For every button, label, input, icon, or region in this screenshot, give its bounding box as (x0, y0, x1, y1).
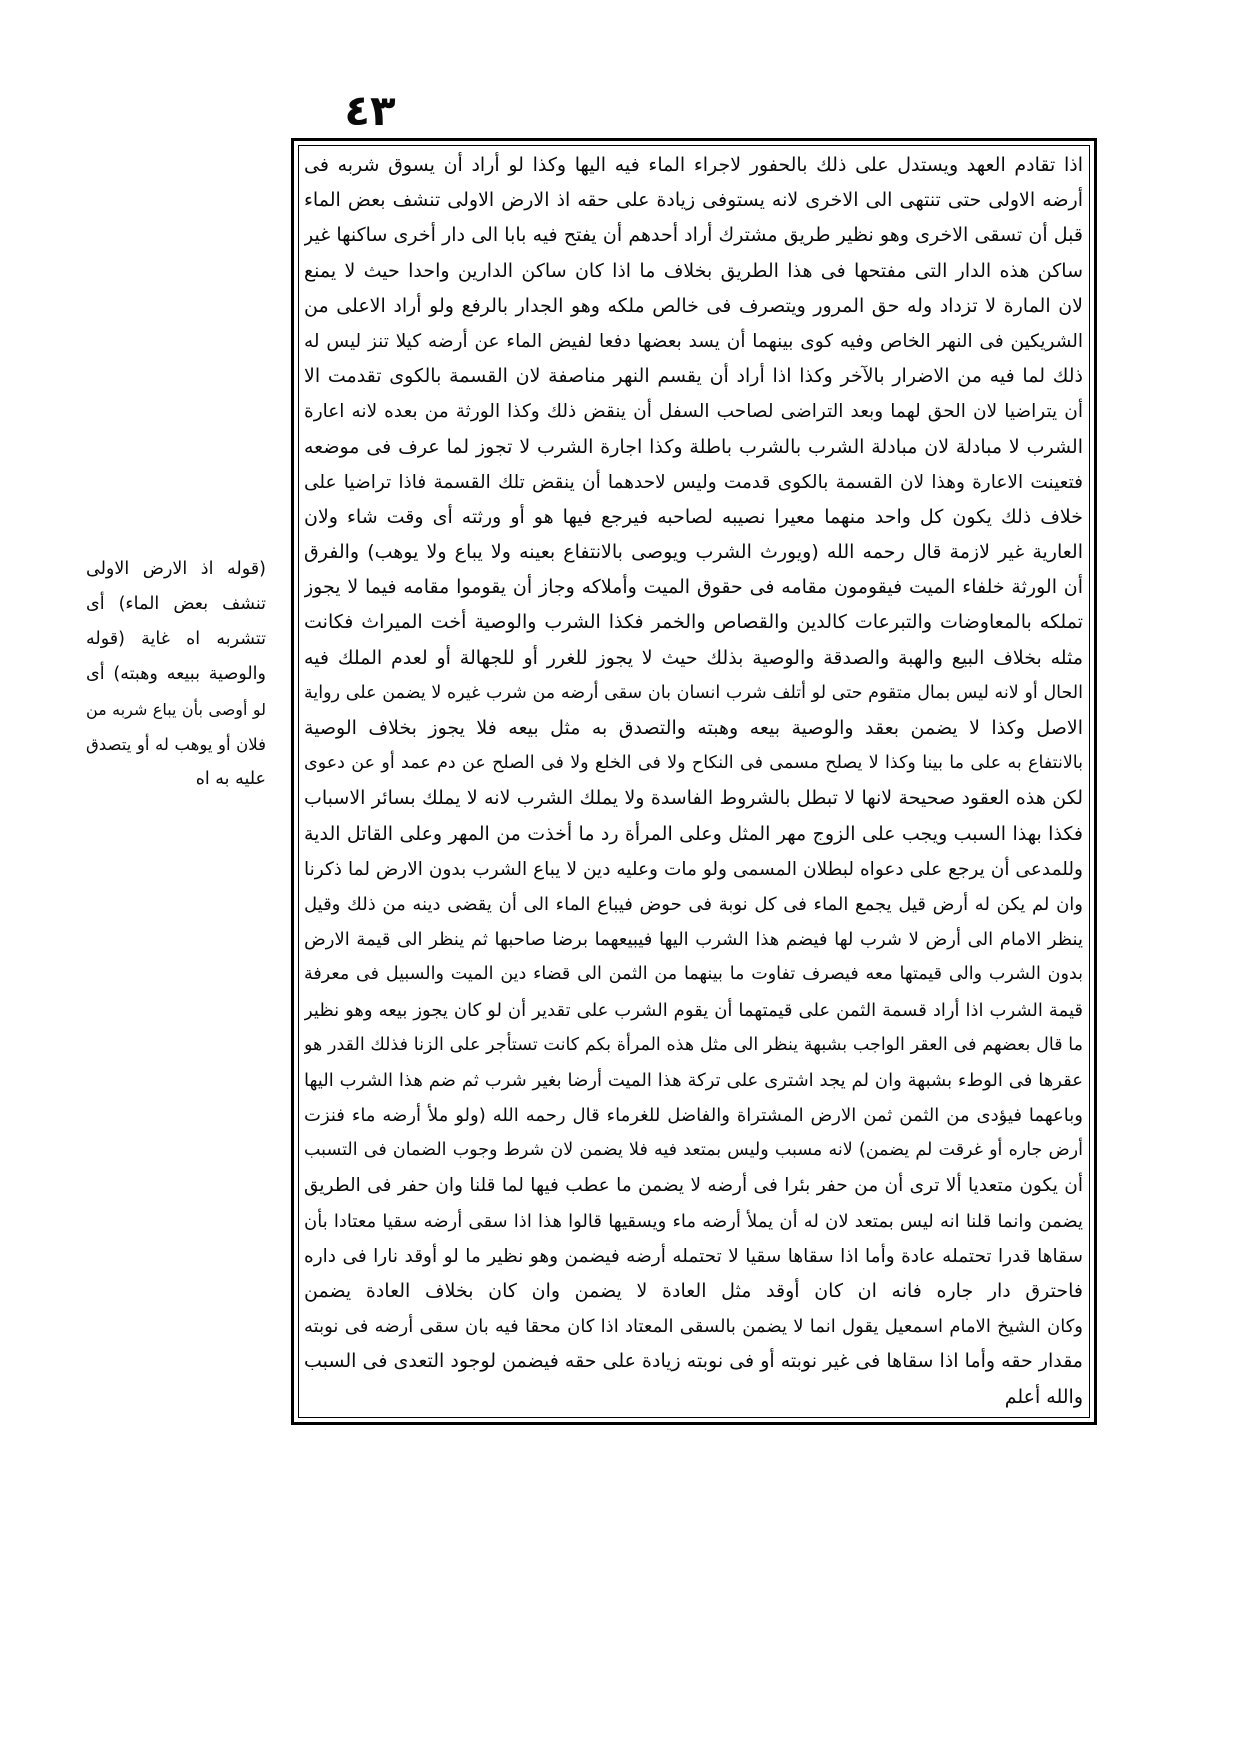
closing-line: والله أعلم (1004, 1385, 1083, 1408)
main-text-line: أن الورثة خلفاء الميت فيقومون مقامه فى حقوق الميت وأملاكه وجاز أن يقوموا مقامه فيما لا يجوز (304, 576, 1083, 599)
margin-note-line: (قوله اذ الارض الاولى (86, 559, 266, 579)
margin-note-line: لو أوصى بأن يباع شربه من (86, 700, 266, 719)
main-text-line: أن يكون متعديا ألا ترى أن من حفر بئرا فى أرضه لا يضمن ما عطب فيها لما قلنا وان حفر فى الطريق (304, 1175, 1083, 1197)
main-text-line: ذلك لما فيه من الاضرار بالآخر وكذا اذا أراد أن يقسم النهر مناصفة لان القسمة بالكوى تقدمت الا (304, 365, 1083, 388)
main-text-line: عقرها فى الوطء بشبهة وان لم يجد اشترى على تركة هذا الميت أرضا بغير شرب ثم ضم هذا الشرب اليها (304, 1069, 1083, 1091)
main-text-line: اذا تقادم العهد ويستدل على ذلك بالحفور لاجراء الماء فيه اليها وكذا لو أراد أن يسوق شربه فى (304, 154, 1083, 176)
main-text-line: الحال أو لانه ليس بمال متقوم حتى لو أتلف شرب انسان بان سقى أرضه من شرب غيره لا يضمن على رواية (304, 682, 1083, 703)
main-text-line: ما قال بعضهم فى العقر الواجب بشبهة ينظر الى مثل هذه المرأة بكم كانت تستأجر على الزنا فذلك القدر هو (304, 1034, 1083, 1055)
main-text-line: يضمن وانما قلنا انه ليس بمتعد لان له أن يملأ أرضه ماء ويسقيها قالوا هذا اذا سقى أرضه سقيا معتادا بأن (304, 1210, 1083, 1232)
main-text-line: أرض جاره أو غرقت لم يضمن) لانه مسبب وليس بمتعد فيه فلا يضمن لان شرط وجوب الضمان فى التسبب (304, 1140, 1083, 1161)
main-text-line: ساكن هذه الدار التى مفتحها فى هذا الطريق بخلاف ما اذا كان ساكن الدارين واحدا حيث لا يمنع (304, 259, 1083, 282)
main-text-line: فاحترق دار جاره فانه ان كان أوقد مثل العادة لا يضمن وان كان بخلاف العادة يضمن (304, 1280, 1083, 1302)
main-text-line: أرضه الاولى حتى تنتهى الى الاخرى لانه يستوفى زيادة على حقه اذ الارض الاولى تنشف بعض الماء (304, 189, 1083, 212)
main-text-line: الاصل وكذا لا يضمن بعقد والوصية بيعه وهبته والتصدق به مثل بيعه فلا يجوز بخلاف الوصية (304, 717, 1083, 739)
main-text-line: الشريكين فى النهر الخاص وفيه كوى بينهما أن يسد بعضها دفعا لفيض الماء عن أرضه كيلا تنز ليس له (304, 330, 1083, 352)
main-text-line: مقدار حقه وأما اذا سقاها فى غير نوبته أو فى نوبته زيادة على حقه فيضمن لوجود التعدى فى السبب (304, 1350, 1083, 1373)
main-text-line: وكان الشيخ الامام اسمعيل يقول انما لا يضمن بالسقى المعتاد اذا كان محقا فيه بان سقى أرضه فى نوبته (304, 1316, 1083, 1338)
main-text-line: سقاها قدرا تحتمله عادة وأما اذا سقاها سقيا لا تحتمله أرضه فيضمن وهو نظير ما لو أوقد نارا فى داره (304, 1245, 1083, 1267)
main-text-line: وباعهما فيؤدى من الثمن ثمن الارض المشتراة والفاضل للغرماء قال رحمه الله (ولو ملأ أرضه ماء فنزت (304, 1105, 1083, 1127)
main-text-line: لان المارة لا تزداد وله حق المرور ويتصرف فى خالص ملكه وهو الجدار بالرفع ولو أراد الاعلى من (304, 294, 1083, 317)
margin-note-line: عليه به اه (195, 769, 266, 789)
main-text-line: لكن هذه العقود صحيحة لانها لا تبطل بالشروط الفاسدة ولا يملك الشرب لانه لا يملك بسائر الاسباب (304, 787, 1083, 810)
main-text-line: العارية غير لازمة قال رحمه الله (ويورث الشرب ويوصى بالانتفاع بعينه ولا يباع ولا يوهب) والفرق (304, 541, 1083, 564)
main-text-line: وان لم يكن له أرض قيل يجمع الماء فى كل نوبة فى حوض فيباع الماء الى أن يقضى دينه من ذلك وقيل (304, 893, 1083, 915)
margin-note-line: تنشف بعض الماء) أى (86, 594, 266, 614)
main-text-line: أن يتراضيا لان الحق لهما وبعد التراضى لصاحب السفل أن ينقض ذلك وكذا الورثة من بعده لانه اعارة (304, 401, 1083, 423)
page-number: ٤٣ (344, 86, 396, 135)
main-text-line: فتعينت الاعارة وهذا لان القسمة بالكوى قدمت وليس لاحدهما أن ينقض تلك القسمة فاذا تراضيا على (304, 471, 1083, 493)
margin-note-line: فلان أو يوهب له أو يتصدق (86, 735, 266, 754)
margin-note-line: والوصية ببيعه وهبته) أى (86, 664, 266, 684)
main-text-line: الشرب لا مبادلة لان مبادلة الشرب بالشرب باطلة وكذا اجارة الشرب لا تجوز لما عرف فى موضعه (304, 435, 1083, 458)
main-text-line: تملكه بالمعاوضات والتبرعات كالدين والقصاص والخمر فكذا الشرب والوصية أخت الميراث فكانت (304, 611, 1083, 634)
margin-note (86, 552, 266, 797)
margin-note-line: تتشربه اه غاية (قوله (86, 629, 266, 649)
main-text-line: مثله بخلاف البيع والهبة والصدقة والوصية بذلك حيث لا يجوز للغرر أو للجهالة أو لعدم الملك فيه (304, 646, 1083, 669)
main-text-line: فكذا بهذا السبب ويجب على الزوج مهر المثل وعلى المرأة رد ما أخذت من المهر وعلى القاتل الدية (304, 822, 1083, 845)
main-text-block (304, 148, 1083, 1415)
main-text-line: ينظر الامام الى أرض لا شرب لها فيضم هذا الشرب اليها فيبيعهما برضا صاحبها ثم ينظر الى قيمة الارض (304, 929, 1083, 951)
main-text-line: قبل أن تسقى الاخرى وهو نظير طريق مشترك أراد أحدهم أن يفتح فيه بابا الى دار أخرى ساكنها غير (304, 224, 1083, 247)
main-text-line: خلاف ذلك يكون كل واحد منهما معيرا نصيبه لصاحبه فيرجع فيها هو أو ورثته أى وقت شاء ولان (304, 505, 1083, 528)
main-text-line: بدون الشرب والى قيمتها معه فيصرف تفاوت ما بينهما من الثمن الى قضاء دين الميت والسبيل فى معرفة (304, 964, 1083, 985)
main-text-line: قيمة الشرب اذا أراد قسمة الثمن على قيمتهما أن يقوم الشرب على تقدير أن لو كان يجوز بيعه وهو نظير (304, 999, 1083, 1021)
main-text-line: بالانتفاع به على ما بينا وكذا لا يصلح مسمى فى النكاح ولا فى الخلع ولا فى الصلح عن دم عمد أو عن دعوى (304, 753, 1083, 774)
main-text-line: وللمدعى أن يرجع على دعواه لبطلان المسمى ولو مات وعليه دين لا يباع الشرب بدون الارض لما ذكرنا (304, 858, 1083, 880)
